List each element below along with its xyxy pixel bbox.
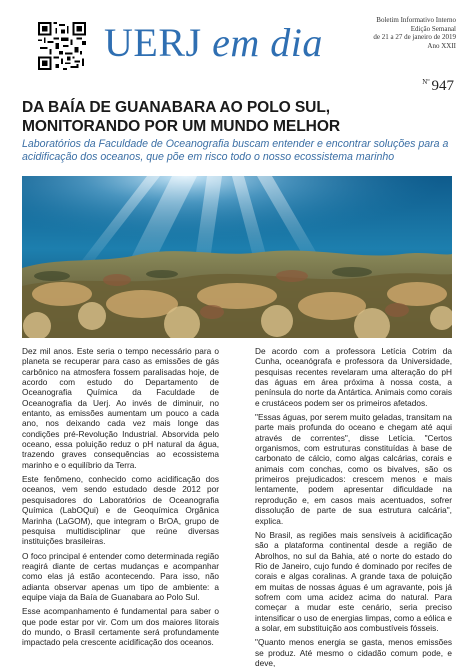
masthead-title: UERJ xyxy=(104,20,213,65)
paragraph: No Brasil, as regiões mais sensíveis à acidificação são a plataforma continental desde a região de Abrolhos, no sul da Bahia, até o norte do estado do Rio de Janeiro, cujo fundo é dominado por recifes de corais e algas coralinas. A grande taxa de poluição em muitas de nossas águas é um agravante, pois já sofrem com uma acidez acima do natural. Para começar a mudar este cenário, seria preciso intensificar o uso de energias limpas, como a eólica e a solar, em substituição aos combustíveis fósseis. xyxy=(255,529,452,633)
paragraph: Esse acompanhamento é fundamental para saber o que pode estar por vir. Com um dos maiores litorais do mundo, o Brasil certamente será profundamente impactado pela crescente acidificação dos oceanos. xyxy=(22,606,219,648)
masthead xyxy=(104,20,323,66)
article-column-left xyxy=(22,346,219,652)
headline-line-1: DA BAÍA DE GUANABARA AO POLO SUL, xyxy=(22,99,330,116)
masthead-title-italic: em dia xyxy=(212,20,323,65)
paragraph: O foco principal é entender como determinada região reagirá diante de certas mudanças e acompanhar como elas já estão acontecendo. Para isso, não adianta observar apenas um tipo de ambiente: a equipe viaja da Baía de Guanabara ao Polo Sul. xyxy=(22,550,219,602)
meta-line-3: de 21 a 27 de janeiro de 2019 xyxy=(373,33,456,42)
paragraph: De acordo com a professora Letícia Cotrim da Cunha, oceanógrafa e professora da Universidade, pesquisas recentes revelaram uma alteração do pH das águas em área próxima à nossa costa, a península do norte da Antártica. Animais como corais e crustáceos podem ser os primeiros afetados. xyxy=(255,346,452,408)
publication-meta xyxy=(373,16,456,50)
coral-reef-photo xyxy=(22,176,452,338)
article-column-right xyxy=(255,346,452,672)
paragraph: Este fenômeno, conhecido como acidificação dos oceanos, vem sendo estudado desde 2012 por pesquisadores do Laboratórios de Oceanografia Química (LabOQui) e de Geoquímica Orgânica Marinha (LaGOM), que integram o BrOA, grupo de pesquisa multidisciplinar que reúne diversas instituições brasileiras. xyxy=(22,474,219,547)
issue-number xyxy=(422,78,454,95)
meta-line-2: Edição Semanal xyxy=(410,24,456,33)
paragraph: "Quanto menos energia se gasta, menos emissões se produz. Até mesmo o cidadão comum pode, e deve, xyxy=(255,637,452,668)
article-headline xyxy=(22,98,462,136)
paragraph: "Essas águas, por serem muito geladas, transitam na parte mais profunda do oceano e chegam até aqui através de correntes", disse Letícia. "Certos organismos, com estruturas constituídas à base de carbonato de cálcio, como algas calcárias, corais e animais com conchas, como os bivalves, são os primeiros prejudicados: crescem menos e mais lentamente, podem apresentar dificuldade na reprodução e, em casos mais acentuados, sofrer dissolução de parte de sua estrutura calcária", explica. xyxy=(255,412,452,526)
issue-prefix: Nº xyxy=(422,78,430,86)
qr-code xyxy=(38,22,86,70)
meta-line-4: Ano XXII xyxy=(427,41,456,50)
paragraph: Dez mil anos. Este seria o tempo necessário para o planeta se recuperar para caso as emissões de gás carbônico na atmosfera fossem paralisadas hoje, de acordo com estudo do Departamento de Oceanografia Química da Faculdade de Oceanografia da Uerj. Ao invés de diminuir, no entanto, as emissões aumentam um pouco a cada ano, nos deixando cada vez mais longe das condições pré-Revolução Industrial. Absorvida pelo oceano, essa poluição reduz o pH natural da água, trazendo graves consequências ao ecossistema marinho e o equilíbrio da Terra. xyxy=(22,346,219,470)
headline-line-2: MONITORANDO POR UM MUNDO MELHOR xyxy=(22,118,341,135)
issue-value: 947 xyxy=(431,78,454,94)
meta-line-1: Boletim Informativo Interno xyxy=(376,16,456,24)
article-lead: Laboratórios da Faculdade de Oceanografia buscam entender e encontrar soluções para a acidificação dos oceanos, que põe em risco todo o nosso ecossistema marinho xyxy=(22,138,449,164)
